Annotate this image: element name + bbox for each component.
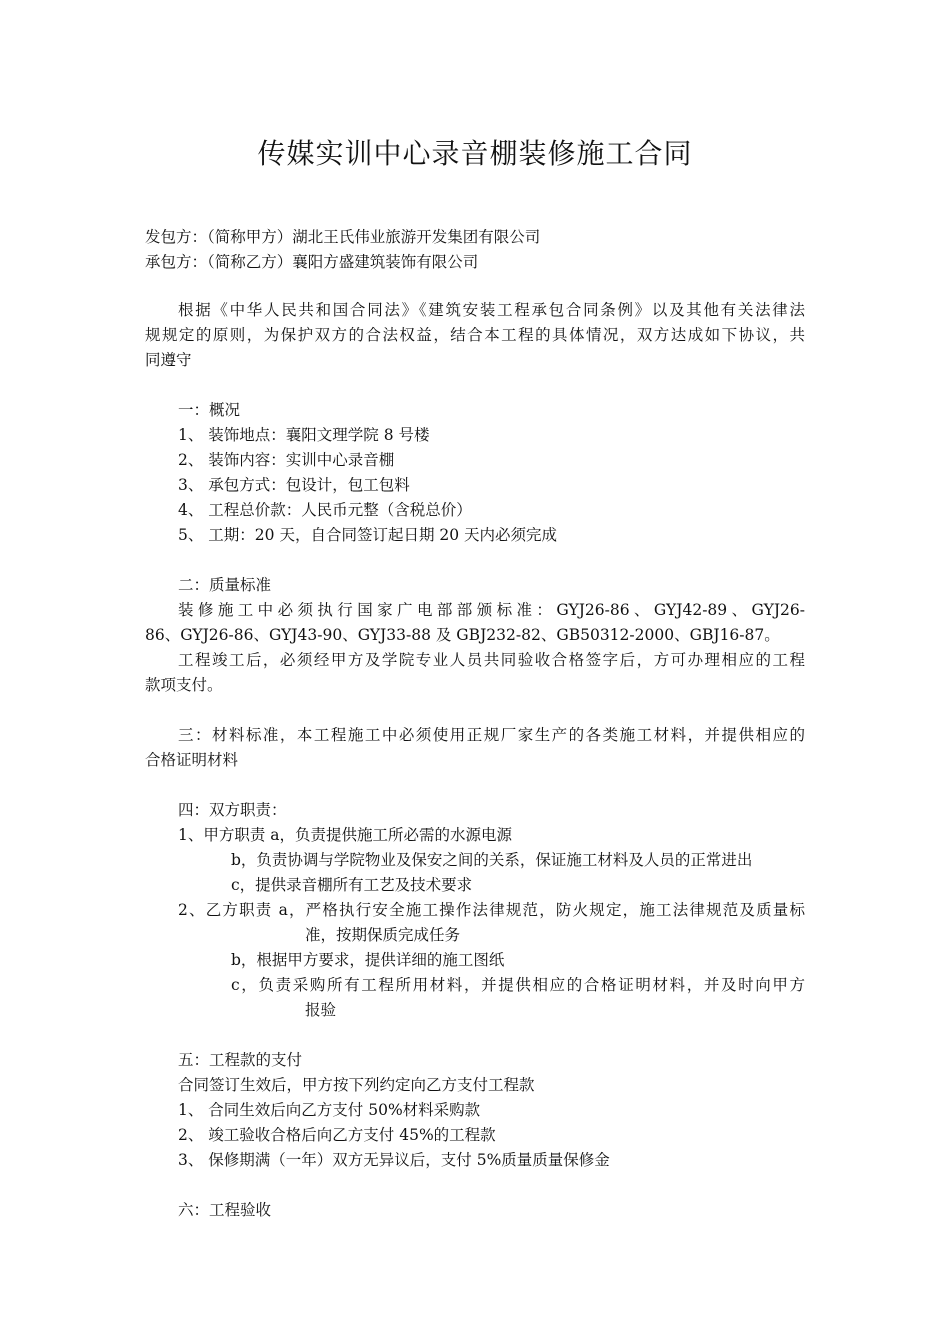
section-4-heading: 四：双方职责： bbox=[178, 801, 287, 819]
section-2-line: 工程竣工后，必须经甲方及学院专业人员共同验收合格签字后，方可办理相应的工程 bbox=[178, 651, 805, 669]
section-5-line: 合同签订生效后，甲方按下列约定向乙方支付工程款 bbox=[178, 1076, 535, 1094]
section-1-item: 4、 工程总价款：人民币元整（含税总价） bbox=[178, 501, 472, 519]
section-3-line: 三：材料标准，本工程施工中必须使用正规厂家生产的各类施工材料，并提供相应的 bbox=[178, 726, 805, 744]
section-2-line: 装修施工中必须执行国家广电部部颁标准：GYJ26-86、GYJ42-89、GYJ26- bbox=[178, 601, 805, 619]
section-1-item: 5、 工期：20 天，自合同签订起日期 20 天内必须完成 bbox=[178, 526, 558, 544]
section-4-line: b，负责协调与学院物业及保安之间的关系，保证施工材料及人员的正常进出 bbox=[231, 851, 753, 869]
section-5-line: 3、 保修期满（一年）双方无异议后，支付 5%质量质量保修金 bbox=[178, 1151, 610, 1169]
section-4-line: c，负责采购所有工程所用材料，并提供相应的合格证明材料，并及时向甲方 bbox=[231, 976, 805, 994]
section-3-line: 合格证明材料 bbox=[145, 751, 239, 769]
preamble-line-2: 规规定的原则，为保护双方的合法权益，结合本工程的具体情况，双方达成如下协议，共 bbox=[145, 326, 805, 344]
section-5-line: 1、 合同生效后向乙方支付 50%材料采购款 bbox=[178, 1101, 481, 1119]
section-4-line: 准，按期保质完成任务 bbox=[305, 926, 461, 944]
section-4-line: 报验 bbox=[305, 1001, 337, 1019]
section-2-heading: 二：质量标准 bbox=[178, 576, 272, 594]
section-1-item: 1、 装饰地点：襄阳文理学院 8 号楼 bbox=[178, 426, 430, 444]
section-2-line: 86、GYJ26-86、GYJ43-90、GYJ33-88 及 GBJ232-82、GB50312-2000、GBJ16-87。 bbox=[145, 626, 780, 644]
section-4-line: b，根据甲方要求，提供详细的施工图纸 bbox=[231, 951, 505, 969]
section-5-heading: 五：工程款的支付 bbox=[178, 1051, 303, 1069]
preamble-line-1: 根据《中华人民共和国合同法》《建筑安装工程承包合同条例》以及其他有关法律法 bbox=[178, 301, 805, 319]
section-4-line: 2、乙方职责 a，严格执行安全施工操作法律规范，防火规定，施工法律规范及质量标 bbox=[178, 901, 805, 919]
section-2-line: 款项支付。 bbox=[145, 676, 223, 694]
section-1-item: 3、 承包方式：包设计，包工包料 bbox=[178, 476, 410, 494]
preamble-line-3: 同遵守 bbox=[145, 351, 192, 369]
section-4-line: c，提供录音棚所有工艺及技术要求 bbox=[231, 876, 473, 894]
section-1-heading: 一：概况 bbox=[178, 401, 241, 419]
party-a-line: 发包方：（简称甲方）湖北王氏伟业旅游开发集团有限公司 bbox=[145, 228, 541, 246]
party-b-line: 承包方：（简称乙方）襄阳方盛建筑装饰有限公司 bbox=[145, 253, 479, 271]
section-5-line: 2、 竣工验收合格后向乙方支付 45%的工程款 bbox=[178, 1126, 496, 1144]
document-title: 传媒实训中心录音棚装修施工合同 bbox=[257, 137, 693, 170]
section-4-line: 1、甲方职责 a，负责提供施工所必需的水源电源 bbox=[178, 826, 513, 844]
section-1-item: 2、 装饰内容：实训中心录音棚 bbox=[178, 451, 395, 469]
section-6-heading: 六：工程验收 bbox=[178, 1201, 272, 1219]
